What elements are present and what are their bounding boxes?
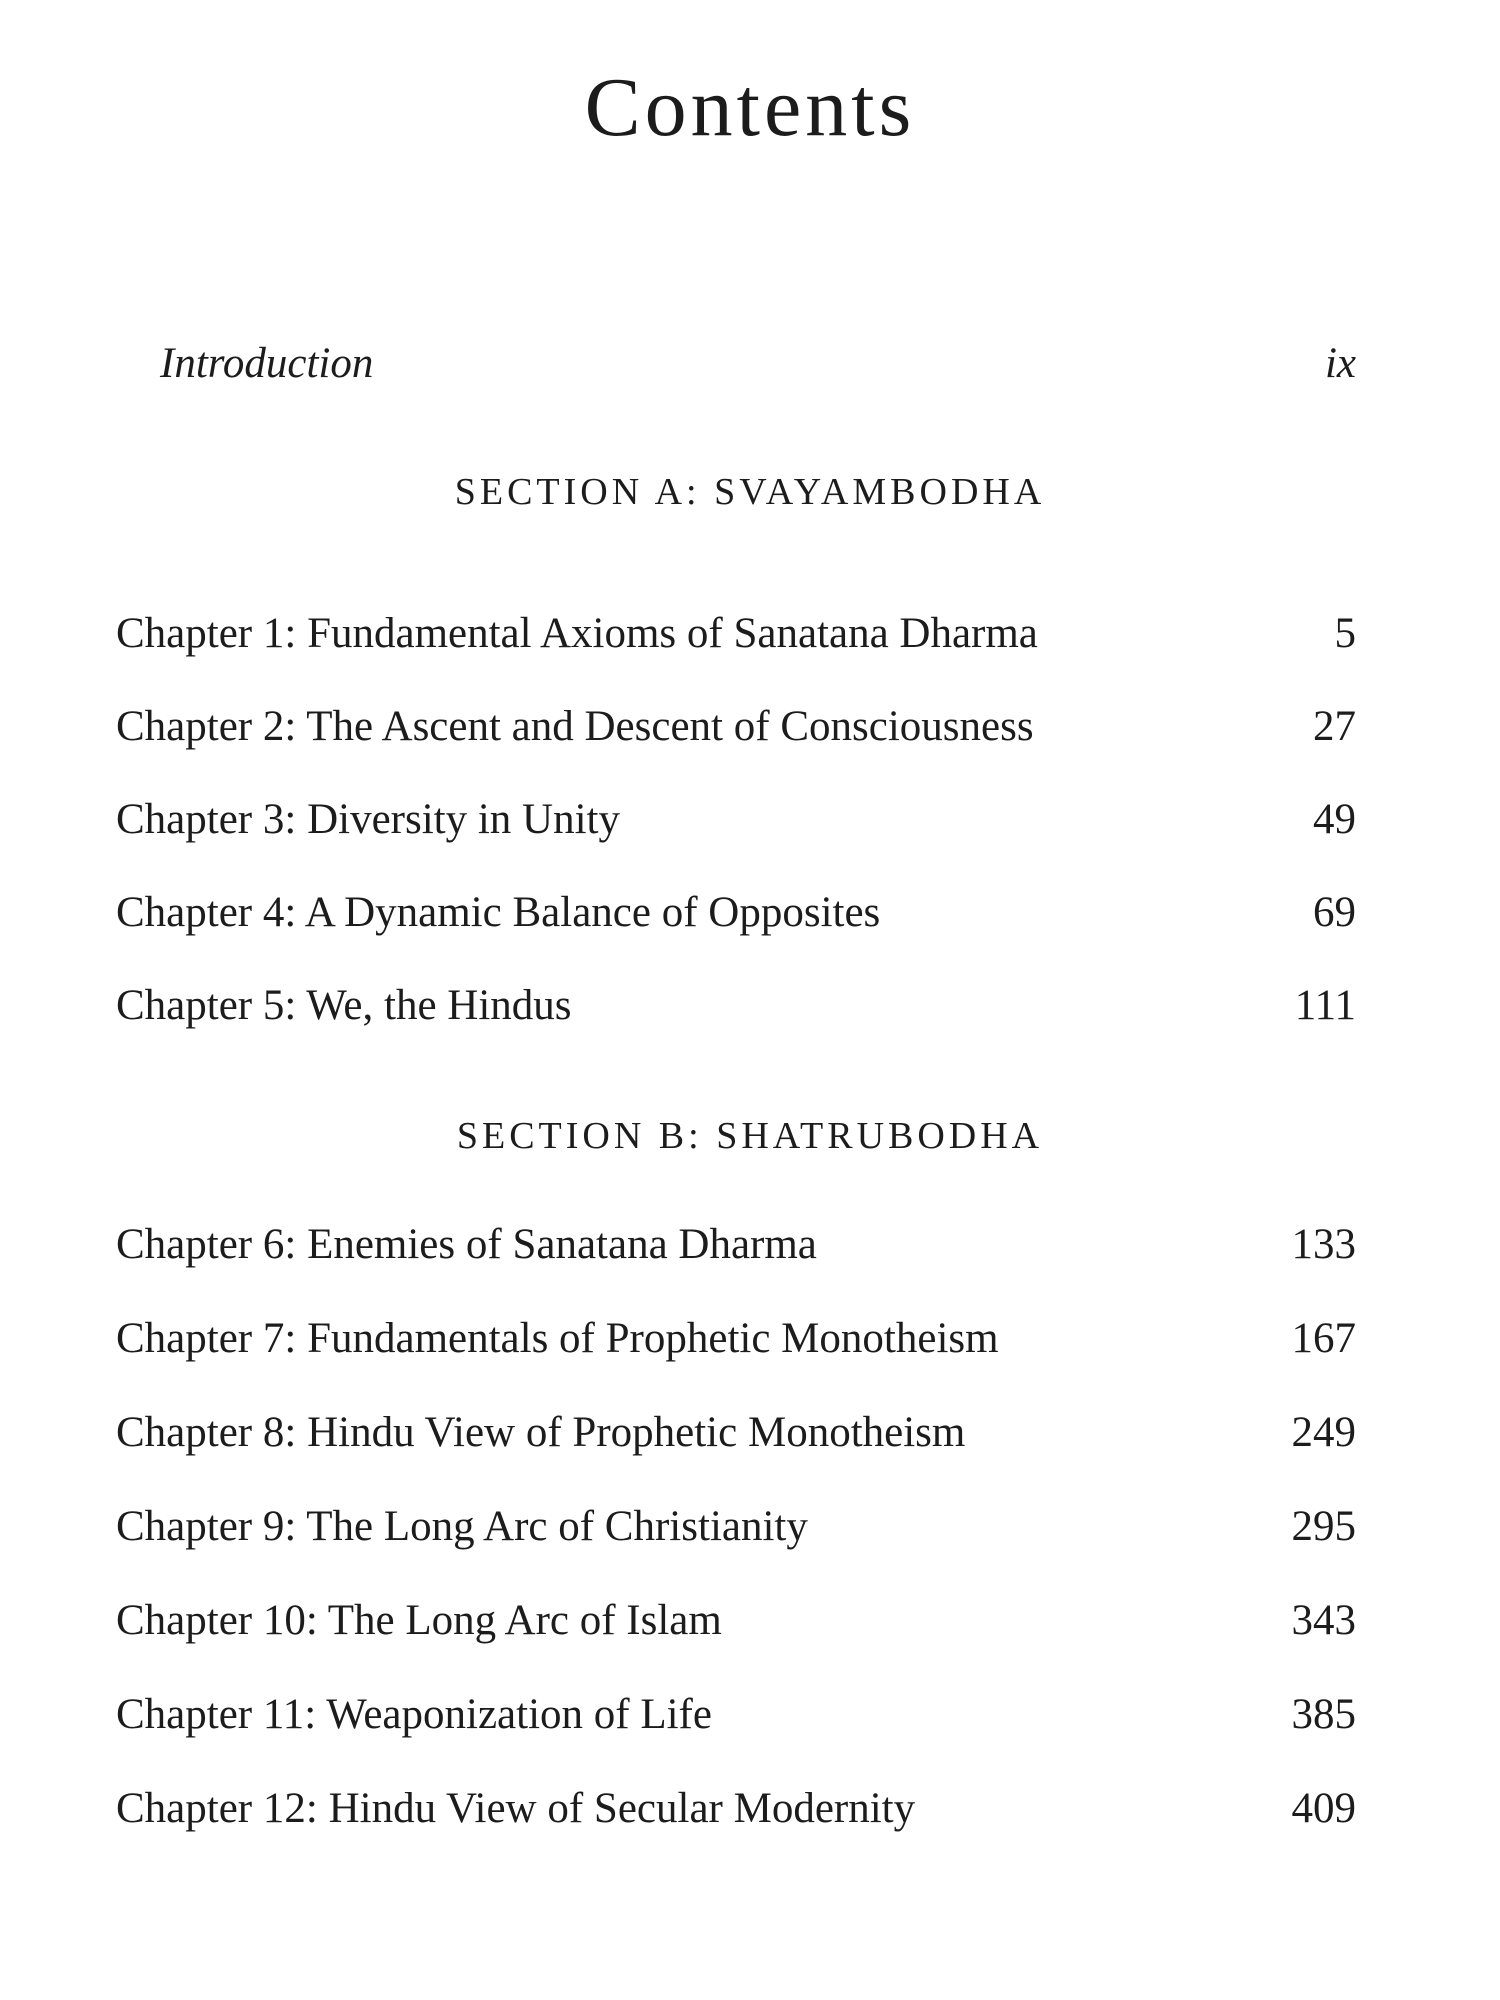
toc-entry-label: Chapter 1: Fundamental Axioms of Sanatana Dharma: [116, 610, 1038, 657]
toc-entry-label: Chapter 11: Weaponization of Life: [116, 1691, 712, 1738]
toc-entry-label: Chapter 3: Diversity in Unity: [116, 796, 620, 843]
toc-entry-page: 27: [1313, 703, 1356, 750]
toc-entry-page: ix: [1324, 340, 1356, 387]
toc-entry-page: 167: [1291, 1315, 1356, 1362]
toc-entry-chapter-7[interactable]: [116, 1309, 1356, 1369]
toc-entry-page: 133: [1291, 1221, 1356, 1268]
toc-entry-chapter-9[interactable]: [116, 1497, 1356, 1557]
toc-entry-label: Chapter 12: Hindu View of Secular Modernity: [116, 1785, 916, 1832]
toc-entry-chapter-10[interactable]: [116, 1591, 1356, 1651]
toc-entry-chapter-6[interactable]: [116, 1215, 1356, 1275]
toc-entry-label: Chapter 4: A Dynamic Balance of Opposites: [116, 889, 881, 936]
toc-entry-page: 249: [1291, 1409, 1356, 1456]
toc-entry-label: Chapter 7: Fundamentals of Prophetic Monotheism: [116, 1315, 999, 1362]
toc-entry-page: 5: [1334, 610, 1356, 657]
toc-entry-label: Chapter 8: Hindu View of Prophetic Monotheism: [116, 1409, 966, 1456]
toc-entry-label: Introduction: [160, 340, 374, 387]
toc-entry-page: 69: [1313, 889, 1356, 936]
toc-entry-chapter-12[interactable]: [116, 1779, 1356, 1839]
page-title: Contents: [584, 61, 916, 154]
toc-entry-chapter-5[interactable]: [116, 976, 1356, 1036]
toc-entry-page: 385: [1291, 1691, 1356, 1738]
toc-entry-introduction[interactable]: [160, 334, 1356, 394]
toc-entry-chapter-3[interactable]: [116, 790, 1356, 850]
toc-entry-label: Chapter 2: The Ascent and Descent of Consciousness: [116, 703, 1034, 750]
toc-entry-label: Chapter 5: We, the Hindus: [116, 982, 572, 1029]
toc-entry-chapter-8[interactable]: [116, 1403, 1356, 1463]
toc-entry-page: 111: [1294, 982, 1356, 1029]
toc-entry-chapter-2[interactable]: [116, 697, 1356, 757]
toc-entry-page: 49: [1313, 796, 1356, 843]
toc-entry-page: 343: [1291, 1597, 1356, 1644]
toc-entry-chapter-11[interactable]: [116, 1685, 1356, 1745]
toc-entry-chapter-1[interactable]: [116, 604, 1356, 664]
toc-entry-label: Chapter 6: Enemies of Sanatana Dharma: [116, 1221, 817, 1268]
toc-entry-label: Chapter 9: The Long Arc of Christianity: [116, 1503, 808, 1550]
toc-entry-chapter-4[interactable]: [116, 883, 1356, 943]
toc-entry-page: 295: [1291, 1503, 1356, 1550]
toc-entry-page: 409: [1291, 1785, 1356, 1832]
section-heading-b: SECTION B: SHATRUBODHA: [456, 1115, 1044, 1157]
toc-entry-label: Chapter 10: The Long Arc of Islam: [116, 1597, 722, 1644]
section-heading-a: SECTION A: SVAYAMBODHA: [454, 471, 1046, 513]
